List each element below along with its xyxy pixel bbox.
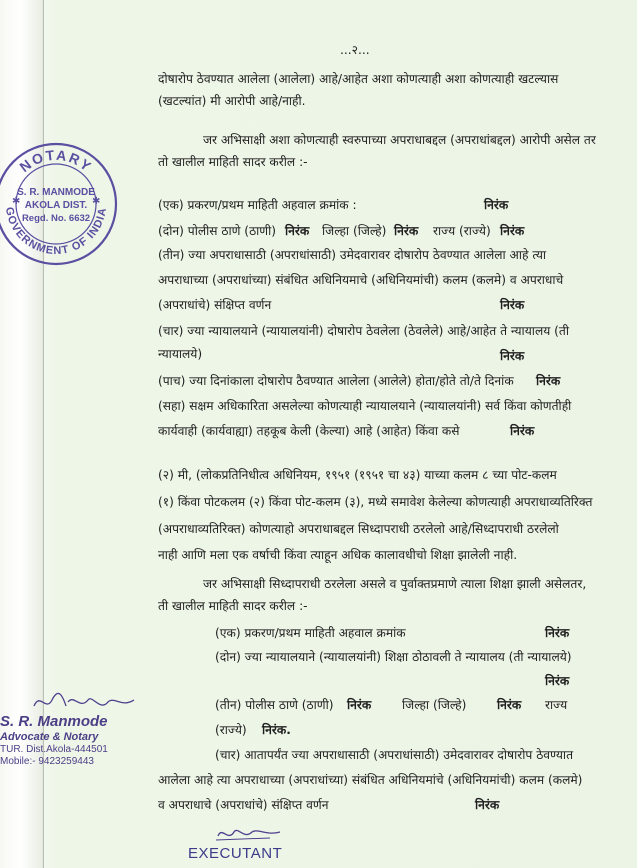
- nil-value: निरंक: [500, 298, 525, 312]
- executant-label: EXECUTANT: [188, 845, 283, 862]
- text-line: (१) किंवा पोटकलम (२) किंवा पोट-कलम (३), मध्ये समावेश केलेल्या कोणत्याही अपराधाव्यतिरिक्त: [158, 495, 593, 509]
- item-court: न्यायालये): [158, 347, 203, 361]
- text-line: (सहा) सक्षम अधिकारिता असलेल्या कोणत्याही न्यायालयाने (न्यायालयांनी) सर्व किंवा कोणतीही: [158, 399, 572, 413]
- text-line: (अपराधाव्यतिरिक्त) कोणत्याहो अपराधाबद्दल सिध्दापराधी ठरलेलो आहे/सिध्दापराधी ठरलेलो: [158, 522, 559, 536]
- nil-value: निरंक: [510, 424, 535, 438]
- text-line: (चार) आतापर्यंत ज्या अपराधासाठी (अपराधांसाठी) उमेदवारावर दोषारोप ठेवण्यात: [215, 748, 574, 762]
- stamp-bottom-text: GOVERNMENT OF INDIA: [2, 206, 110, 258]
- text-line: अपराधाच्या (अपराधांच्या) संबंधित अधिनियमाचे (अधिनियमांची) कलम (कलमे) व अपराधाचे: [158, 273, 564, 287]
- item-case-number: (एक) प्रकरण/प्रथम माहिती अहवाल क्रमांक :: [158, 198, 357, 212]
- text-line: नाही आणि मला एक वर्षाची किंवा त्याहून अधिक कालावधीचो शिक्षा झालेली नाही.: [158, 548, 518, 562]
- item-offence-description-2: व अपराधाचे (अपराधांचे) संक्षिप्त वर्णन: [158, 798, 329, 812]
- item-case-number-2: (एक) प्रकरण/प्रथम माहिती अहवाल क्रमांक: [215, 626, 406, 640]
- notary-signature: [30, 688, 140, 716]
- item-sentencing-court: (दोन) ज्या न्यायालयाने (न्यायालयांनी) शिक्षा ठोठावली ते न्यायालय (ती न्यायालये): [215, 650, 572, 664]
- text-line: जर अभिसाक्षी अशा कोणत्याही स्वरुपाच्या अपराधाबद्दल (अपराधांबद्दल) आरोपी असेल तर: [203, 133, 596, 147]
- nil-value: निरंक: [394, 224, 419, 238]
- notary-mobile: Mobile:- 9423259443: [0, 756, 94, 767]
- item-police-station: (दोन) पोलीस ठाणे (ठाणी): [158, 224, 277, 238]
- item-state-continued: (राज्ये): [215, 723, 247, 737]
- item-offence-description: (अपराधांचे) संक्षिप्त वर्णन: [158, 298, 272, 312]
- item-state: राज्य (राज्ये): [433, 224, 491, 238]
- text-line: जर अभिसाक्षी सिध्दापराधी ठरलेला असले व पुर्वाक्तप्रमाणे त्याला शिक्षा झाली असेलतर,: [203, 577, 587, 591]
- nil-value: निरंक: [545, 674, 570, 688]
- item-charge-date: (पाच) ज्या दिनांकाला दोषारोप ठैवण्यात आलेला (आलेले) होता/होते तो/ते दिनांक: [158, 374, 514, 388]
- nil-value: निरंक.: [262, 723, 291, 737]
- text-line: (चार) ज्या न्यायालयाने (न्यायालयांनी) दोषारोप ठेवलेला (ठेवलेले) आहे/आहेत ते न्यायालय (ती: [158, 324, 570, 338]
- notary-stamp: [0, 140, 120, 268]
- notary-address: TUR. Dist.Akola-444501: [0, 744, 108, 755]
- item-district: जिल्हा (जिल्हे): [322, 224, 387, 238]
- stamp-star-left: ✱: [12, 196, 21, 207]
- nil-value: निरंक: [500, 349, 525, 363]
- notary-name: S. R. Manmode: [0, 713, 108, 730]
- text-line: आलेला आहे त्या अपराधाच्या (अपराधांच्या) संबंधित अधिनियमांचे (अधिनियमांची) कलम (कलमे): [158, 773, 583, 787]
- text-line: ती खालील माहिती सादर करील :-: [158, 599, 308, 613]
- stamp-name: S. R. MANMODE: [17, 187, 95, 198]
- text-line: तो खालील माहिती सादर करील :-: [158, 155, 308, 169]
- page-number: ...२...: [340, 43, 370, 57]
- item-state-2: राज्य: [545, 698, 568, 712]
- nil-value: निरंक: [484, 198, 509, 212]
- text-line: दोषारोप ठेवण्यात आलेला (आलेला) आहे/आहेत अशा कोणत्याही अशा कोणत्याही खटल्यास: [158, 72, 559, 86]
- stamp-top-text: NOTARY: [16, 146, 96, 176]
- text-line: (खटल्यांत) मी आरोपी आहे/नाही.: [158, 94, 306, 108]
- nil-value: निरंक: [285, 224, 310, 238]
- nil-value: निरंक: [347, 698, 372, 712]
- notary-title: Advocate & Notary: [0, 731, 99, 743]
- stamp-star-right: ✱: [92, 196, 101, 207]
- stamp-regd-no: Regd. No. 6632: [21, 213, 91, 224]
- executant-signature: [210, 822, 290, 846]
- text-line: (तीन) ज्या अपराधासाठी (अपराधांसाठी) उमेदवारावर दोषारोप ठेवण्यात आलेला आहे त्या: [158, 248, 547, 262]
- nil-value: निरंक: [536, 374, 561, 388]
- stamp-district: AKOLA DIST.: [24, 200, 88, 211]
- text-line: (२) मी, (लोकप्रतिनिधीत्व अधिनियम, १९५१ (१९५१ चा ४३) याच्या कलम ८ च्या पोट-कलम: [158, 468, 557, 482]
- item-police-station-2: (तीन) पोलीस ठाणे (ठाणी): [215, 698, 334, 712]
- nil-value: निरंक: [475, 798, 500, 812]
- nil-value: निरंक: [500, 224, 525, 238]
- item-proceedings-stayed: कार्यवाही (कार्यवाह्या) तहकूब केली (केल्या) आहे (आहेत) किंवा कसे: [158, 424, 460, 438]
- nil-value: निरंक: [497, 698, 522, 712]
- item-district-2: जिल्हा (जिल्हे): [402, 698, 467, 712]
- nil-value: निरंक: [545, 626, 570, 640]
